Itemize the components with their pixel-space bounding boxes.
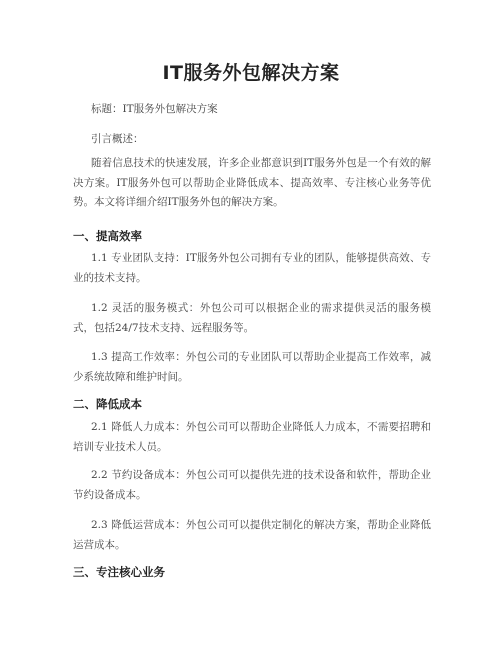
section-item: 2.2 节约设备成本：外包公司可以提供先进的技术设备和软件，帮助企业节约设备成本。	[73, 469, 431, 501]
intro-label: 引言概述：	[91, 133, 144, 145]
section-item: 2.3 降低运营成本：外包公司可以提供定制化的解决方案，帮助企业降低运营成本。	[73, 519, 431, 551]
section-heading-cost: 二、降低成本	[73, 397, 142, 411]
intro-paragraph: 随着信息技术的快速发展，许多企业都意识到IT服务外包是一个有效的解决方案。IT服务外包可以帮助企业降低成本、提高效率、专注核心业务等优势。本文将详细介绍IT服务外包的解决方案。	[73, 157, 431, 208]
meta-title: 标题：IT服务外包解决方案	[91, 103, 218, 115]
section-item: 1.1 专业团队支持：IT服务外包公司拥有专业的团队，能够提供高效、专业的技术支持。	[73, 252, 431, 284]
section-heading-efficiency: 一、提高效率	[73, 229, 142, 243]
section-heading-core-business: 三、专注核心业务	[73, 565, 165, 579]
document-title: IT服务外包解决方案	[162, 62, 340, 84]
section-item: 2.1 降低人力成本：外包公司可以帮助企业降低人力成本，不需要招聘和培训专业技术人员。	[73, 421, 431, 453]
section-item: 1.3 提高工作效率：外包公司的专业团队可以帮助企业提高工作效率，减少系统故障和维护时间。	[73, 351, 431, 383]
section-item: 1.2 灵活的服务模式：外包公司可以根据企业的需求提供灵活的服务模式，包括24/7技术支持、远程服务等。	[73, 302, 431, 334]
